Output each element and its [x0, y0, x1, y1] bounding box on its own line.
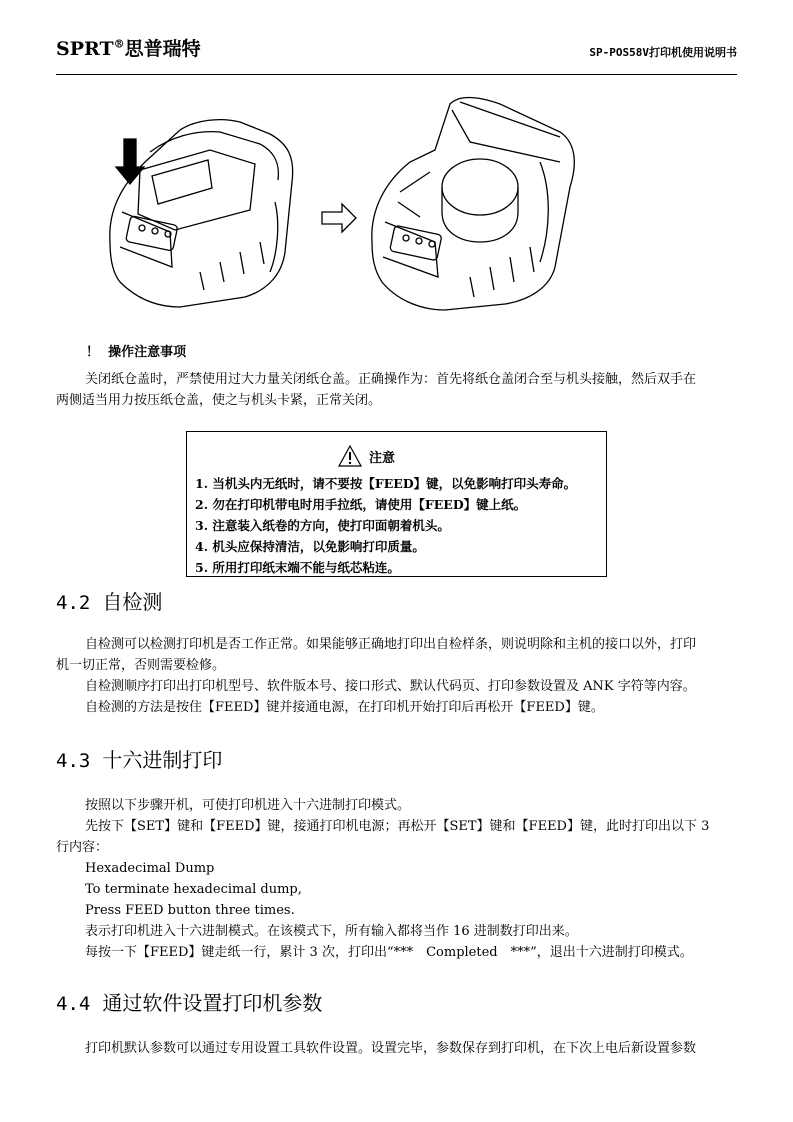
warning-triangle-icon [337, 444, 363, 468]
caution-line-2: 两侧适当用力按压纸仓盖，使之与机头卡紧，正常关闭。 [56, 393, 382, 408]
notice-title-text: 注意 [369, 450, 396, 466]
text-line: 打印机默认参数可以通过专用设置工具软件设置。设置完毕，参数保存到打印机，在下次上电后新设置参数 [85, 1041, 697, 1056]
text-line: 自检测顺序打印出打印机型号、软件版本号、接口形式、默认代码页、打印参数设置及 ANK 字符等内容。 [85, 679, 696, 694]
section-heading-4-2 [56, 586, 162, 615]
brand-name: SPRT [56, 38, 114, 60]
arrow-right-icon [322, 204, 356, 232]
text-line: 自检测可以检测打印机是否工作正常。如果能够正确地打印出自检样条，则说明除和主机的接口以外，打印 [85, 637, 697, 652]
caution-title: 操作注意事项 [108, 345, 187, 360]
notice-item: 5. 所用打印纸末端不能与纸芯粘连。 [195, 560, 400, 575]
text-line: 每按一下【FEED】键走纸一行，累计 3 次，打印出“*** Completed ***”，退出十六进制打印模式。 [85, 945, 693, 960]
doc-title: SP-POS58V打印机使用说明书 [589, 46, 737, 59]
section-number: 4.4 [56, 993, 91, 1015]
section-heading-4-3 [56, 744, 222, 773]
open-printer-drawing [372, 98, 574, 310]
section-4-4-body [56, 1038, 737, 1059]
exclamation-icon: ！ [86, 345, 100, 360]
printer-cover-illustration [100, 92, 600, 312]
section-title: 十六进制打印 [102, 748, 223, 772]
text-line: 表示打印机进入十六进制模式。在该模式下，所有输入都将当作 16 进制数打印出来。 [85, 924, 578, 939]
text-line: 自检测的方法是按住【FEED】键并接通电源，在打印机开始打印后再松开【FEED】键。 [85, 700, 604, 715]
header-brand [56, 34, 201, 61]
printout-line: Hexadecimal Dump [85, 861, 215, 876]
notice-title [337, 444, 395, 468]
printout-line: Press FEED button three times. [85, 903, 295, 918]
closed-printer-drawing [110, 120, 293, 307]
caution-line-1: 关闭纸仓盖时，严禁使用过大力量关闭纸仓盖。正确操作为：首先将纸仓盖闭合至与机头接触，然后双手在 [85, 372, 697, 387]
notice-box [186, 431, 607, 577]
section-title: 通过软件设置打印机参数 [102, 991, 323, 1015]
section-4-2-body [56, 634, 737, 718]
text-line: 按照以下步骤开机，可使打印机进入十六进制打印模式。 [85, 798, 411, 813]
section-4-3-body [56, 795, 737, 963]
text-line: 先按下【SET】键和【FEED】键，接通打印机电源；再松开【SET】键和【FEED】键，此时打印出以下 3 [85, 819, 710, 834]
notice-list [195, 473, 576, 578]
caution-heading [86, 341, 186, 360]
section-number: 4.2 [56, 592, 91, 614]
header-divider [56, 74, 737, 75]
registered-mark: ® [113, 37, 125, 51]
text-line: 机一切正常，否则需要检修。 [56, 658, 226, 673]
notice-item: 1. 当机头内无纸时，请不要按【FEED】键，以免影响打印头寿命。 [195, 476, 577, 491]
notice-item: 4. 机头应保持清洁，以免影响打印质量。 [195, 539, 425, 554]
notice-item: 3. 注意装入纸卷的方向，使打印面朝着机头。 [195, 518, 450, 533]
section-number: 4.3 [56, 750, 91, 772]
section-heading-4-4 [56, 987, 322, 1016]
brand-name-cn: 思普瑞特 [124, 38, 201, 60]
text-line: 行内容： [56, 840, 109, 855]
printout-line: To terminate hexadecimal dump, [85, 882, 302, 897]
caution-paragraph [56, 369, 737, 411]
notice-item: 2. 勿在打印机带电时用手拉纸，请使用【FEED】键上纸。 [195, 497, 527, 512]
section-title: 自检测 [102, 590, 163, 614]
